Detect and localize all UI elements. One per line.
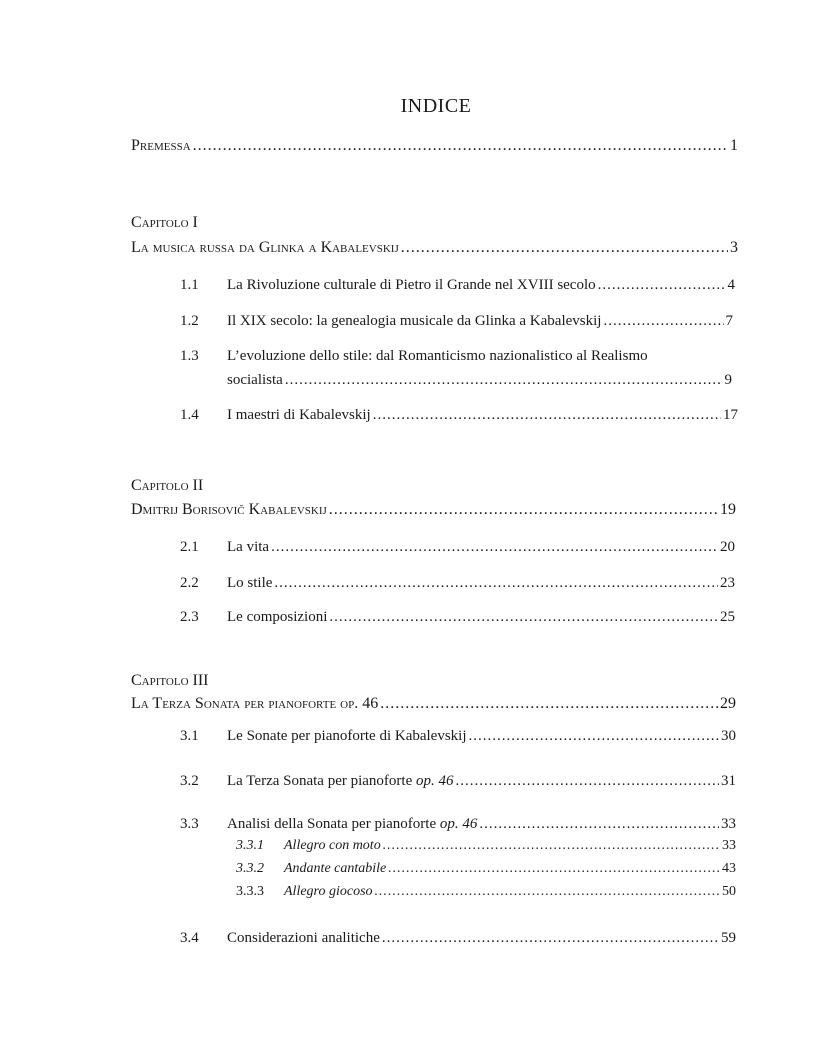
dot-leader: [329, 501, 718, 519]
toc-entry-page: 23: [720, 575, 735, 591]
toc-entry-page: 59: [721, 930, 736, 946]
toc-entry-page: 31: [721, 773, 736, 789]
dot-leader: [373, 407, 721, 424]
toc-entry-section[interactable]: [227, 728, 736, 745]
page-title: INDICE: [400, 95, 472, 117]
toc-entry-section[interactable]: [227, 773, 736, 790]
toc-entry-label: Premessa: [131, 137, 191, 154]
toc-entry-chapter-2[interactable]: [131, 501, 736, 519]
section-number: 3.2: [180, 773, 199, 789]
toc-entry-page: 50: [722, 884, 736, 899]
toc-entry-page: 43: [722, 861, 736, 876]
toc-entry-label: Le composizioni: [227, 609, 328, 625]
toc-entry-label: La musica russa da Glinka a Kabalevskij: [131, 239, 399, 256]
section-number: 3.3: [180, 816, 199, 832]
toc-entry-label: L’evoluzione dello stile: dal Romanticismo nazionalistico al Realismo: [227, 348, 648, 364]
toc-entry-section[interactable]: [227, 930, 736, 947]
dot-leader: [375, 884, 720, 900]
toc-entry-page: 17: [723, 407, 738, 423]
section-number: 2.2: [180, 575, 199, 591]
dot-leader: [274, 575, 718, 592]
toc-entry-page: 25: [720, 609, 735, 625]
chapter-heading: Capitolo I: [131, 214, 198, 231]
toc-entry-section[interactable]: [227, 313, 733, 330]
dot-leader: [382, 930, 719, 947]
toc-entry-subsection[interactable]: [236, 861, 736, 877]
section-number: 2.3: [180, 609, 199, 625]
section-title: Analisi della Sonata per pianoforte: [227, 816, 437, 832]
toc-entry-section[interactable]: [227, 277, 735, 294]
dot-leader: [479, 816, 719, 833]
toc-entry-label: Allegro con moto: [284, 838, 381, 853]
toc-entry-section[interactable]: [227, 407, 738, 424]
dot-leader: [383, 838, 720, 854]
dot-leader: [380, 695, 718, 713]
toc-entry-chapter-3[interactable]: [131, 695, 736, 713]
dot-leader: [456, 773, 719, 790]
toc-entry-page: 19: [720, 501, 736, 518]
toc-entry-label: Considerazioni analitiche: [227, 930, 380, 946]
subsection-number: 3.3.1: [236, 838, 264, 853]
toc-entry-page: 7: [725, 313, 733, 329]
dot-leader: [388, 861, 720, 877]
toc-entry-page: 1: [730, 137, 738, 154]
dot-leader: [285, 372, 723, 389]
toc-entry-page: 33: [721, 816, 736, 832]
section-title: La Terza Sonata per pianoforte: [227, 773, 413, 789]
toc-entry-label: [227, 773, 454, 790]
toc-entry-premessa[interactable]: [131, 137, 738, 155]
dot-leader: [598, 277, 726, 294]
toc-entry-page: 4: [727, 277, 735, 293]
dot-leader: [603, 313, 723, 330]
toc-entry-page: 3: [730, 239, 738, 256]
toc-entry-page: 33: [722, 838, 736, 853]
toc-entry-chapter-1[interactable]: [131, 239, 738, 257]
section-number: 1.2: [180, 313, 199, 329]
section-number: 1.1: [180, 277, 199, 293]
subsection-number: 3.3.2: [236, 861, 264, 876]
toc-entry-label: I maestri di Kabalevskij: [227, 407, 371, 423]
subsection-number: 3.3.3: [236, 884, 264, 899]
toc-entry-section[interactable]: [227, 575, 735, 592]
toc-entry-subsection[interactable]: [236, 838, 736, 854]
toc-entry-page: 30: [721, 728, 736, 744]
section-number: 3.1: [180, 728, 199, 744]
toc-entry-section[interactable]: [227, 539, 735, 556]
toc-entry-label: La Rivoluzione culturale di Pietro il Grande nel XVIII secolo: [227, 277, 596, 293]
dot-leader: [193, 137, 728, 155]
toc-entry-label: socialista: [227, 372, 283, 388]
toc-entry-section[interactable]: [227, 816, 736, 833]
toc-entry-label: Le Sonate per pianoforte di Kabalevskij: [227, 728, 467, 744]
toc-entry-page: 29: [720, 695, 736, 712]
toc-entry-page: 9: [724, 372, 732, 388]
section-number: 3.4: [180, 930, 199, 946]
toc-entry-section[interactable]: [227, 372, 732, 389]
chapter-heading: Capitolo II: [131, 477, 204, 494]
dot-leader: [469, 728, 719, 745]
toc-entry-label: La Terza Sonata per pianoforte op. 46: [131, 695, 379, 712]
toc-entry-section-line1: [227, 348, 735, 365]
toc-entry-subsection[interactable]: [236, 884, 736, 900]
toc-entry-label: Allegro giocoso: [284, 884, 373, 899]
toc-entry-label: Andante cantabile: [284, 861, 387, 876]
toc-entry-page: 20: [720, 539, 735, 555]
chapter-heading: Capitolo III: [131, 672, 209, 689]
section-number: 1.3: [180, 348, 199, 364]
toc-entry-label: Lo stile: [227, 575, 273, 591]
toc-entry-label: La vita: [227, 539, 270, 555]
toc-entry-label: Dmitrij Borisovič Kabalevskij: [131, 501, 327, 518]
toc-entry-label: Il XIX secolo: la genealogia musicale da Glinka a Kabalevskij: [227, 313, 602, 329]
dot-leader: [329, 609, 718, 626]
toc-entry-section[interactable]: [227, 609, 735, 626]
dot-leader: [271, 539, 718, 556]
toc-entry-label: [227, 816, 477, 833]
opus-label: op. 46: [416, 773, 454, 789]
section-number: 2.1: [180, 539, 199, 555]
opus-label: op. 46: [439, 816, 478, 832]
section-number: 1.4: [180, 407, 199, 423]
dot-leader: [401, 239, 728, 257]
